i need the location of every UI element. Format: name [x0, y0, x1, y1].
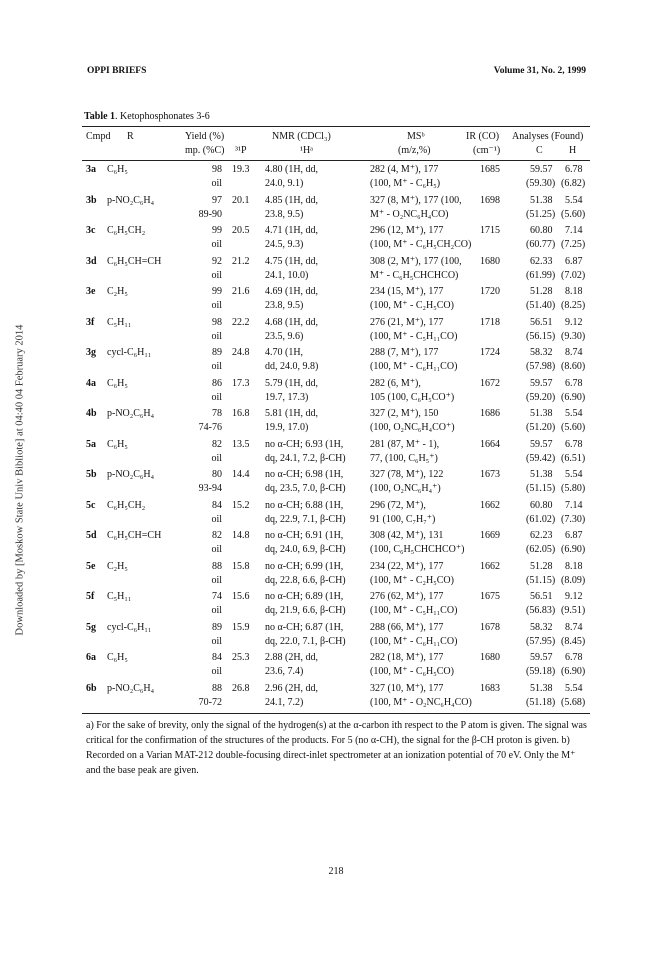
cell-h-found: (8.25) [561, 300, 586, 311]
cell-31p: 26.8 [232, 682, 250, 694]
table-footnote: a) For the sake of brevity, only the signal of the hydrogen(s) at the α-carbon ith respect to the P atom is given. The signal was critical for the confirmation of the structures of the products. For 5 (no α-CH), the signal for the β-CH proton is given. b) Recorded on a Varian MAT-212 double-focusing direct-inlet spectrometer at an ionization potential of 70 eV. Only the M⁺ and the base peak are given. [86, 720, 587, 776]
cell-nmr-line2: 19.7, 17.3) [265, 391, 309, 403]
cell-h: 6.78 [565, 438, 583, 450]
cell-h: 8.18 [565, 560, 583, 572]
cell-cmpd: 6b [86, 682, 97, 694]
cell-c-found: (61.02) [526, 513, 556, 525]
page-number: 218 [328, 866, 344, 877]
cell-yield: 98 [212, 316, 222, 328]
cell-ms-line1: 282 (4, M⁺), 177 [370, 164, 439, 175]
cell-c: 62.33 [530, 255, 553, 267]
cell-nmr-line1: 2.88 (2H, dd, [265, 652, 319, 663]
cell-mp: oil [211, 330, 222, 342]
cell-cmpd: 5c [86, 499, 96, 511]
cell-cmpd: 5b [86, 469, 97, 480]
cell-nmr-line1: 5.81 (1H, dd, [265, 408, 319, 419]
cell-mp: 93-94 [198, 483, 222, 494]
cell-yield: 82 [212, 530, 222, 541]
cell-r: C₅H₁₁ [107, 316, 132, 328]
cell-ms-line2: (100, M⁺ - O₂NC₆H₄CO) [370, 696, 472, 708]
cell-31p: 20.5 [232, 225, 250, 236]
cell-h: 8.74 [565, 621, 583, 633]
cell-r: C₆H₅CH=CH [107, 530, 162, 541]
cell-r: p-NO₂C₆H₄ [107, 469, 155, 480]
cell-mp: oil [211, 361, 222, 372]
cell-yield: 98 [212, 164, 222, 175]
cell-mp: oil [211, 666, 222, 677]
cell-c: 59.57 [530, 377, 553, 389]
cell-h-found: (6.90) [561, 666, 586, 677]
cell-nmr-line2: 19.9, 17.0) [265, 422, 309, 433]
cell-cmpd: 3e [86, 286, 96, 297]
cell-ms-line1: 327 (2, M⁺), 150 [370, 408, 439, 419]
cell-nmr-line1: 4.85 (1H, dd, [265, 194, 319, 206]
cell-h: 5.54 [565, 682, 583, 694]
table-bottom-rule [82, 713, 590, 714]
cell-mp: oil [211, 513, 222, 525]
cell-c: 62.23 [530, 530, 553, 541]
cell-h-found: (6.90) [561, 544, 586, 555]
cell-ms-line2: (100, M⁺ - C₆H₁₁CO) [370, 361, 458, 372]
cell-ms-line1: 308 (2, M⁺), 177 (100, [370, 255, 462, 267]
cell-31p: 13.5 [232, 438, 250, 450]
cell-ir: 1715 [480, 225, 500, 236]
cell-c: 59.57 [530, 438, 553, 450]
cell-nmr-line1: 4.75 (1H, dd, [265, 255, 319, 267]
cell-c-found: (51.15) [526, 574, 556, 586]
cell-31p: 22.2 [232, 316, 250, 328]
table-title [84, 111, 210, 122]
cell-ir: 1662 [480, 560, 500, 572]
cell-ir: 1720 [480, 286, 500, 297]
cell-ir: 1685 [480, 164, 500, 175]
header-ms: MSᵇ [407, 131, 425, 142]
cell-nmr-line2: dq, 21.9, 6.6, β-CH) [265, 605, 346, 616]
cell-c: 51.38 [530, 469, 553, 480]
cell-h-found: (5.68) [561, 696, 586, 708]
cell-c-found: (56.15) [526, 330, 556, 342]
cell-c: 56.51 [530, 316, 553, 328]
cell-yield: 82 [212, 438, 222, 450]
download-watermark: Downloaded by [Moskow State Univ Bibliote] at 04:40 04 February 2014 [14, 324, 26, 636]
cell-h-found: (6.82) [561, 178, 586, 189]
cell-31p: 19.3 [232, 164, 250, 175]
cell-ms-line2: 105 (100, C₆H₅CO⁺) [370, 391, 455, 403]
cell-31p: 15.8 [232, 560, 250, 572]
cell-nmr-line2: dq, 22.9, 7.1, β-CH) [265, 513, 346, 525]
cell-yield: 99 [212, 286, 222, 297]
cell-ir: 1664 [480, 438, 500, 450]
cell-31p: 14.8 [232, 530, 250, 541]
cell-c: 58.32 [530, 621, 553, 633]
cell-h: 6.87 [565, 530, 583, 541]
cell-mp: oil [211, 239, 222, 250]
cell-h: 7.14 [565, 225, 583, 236]
cell-yield: 89 [212, 347, 222, 358]
cell-nmr-line2: dq, 22.0, 7.1, β-CH) [265, 635, 346, 647]
cell-ir: 1669 [480, 530, 500, 541]
cell-ms-line1: 296 (72, M⁺), [370, 499, 426, 511]
cell-c: 59.57 [530, 164, 553, 175]
cell-ms-line1: 308 (42, M⁺), 131 [370, 530, 444, 541]
cell-ms-line2: (100, M⁺ - C₅H₁₁CO) [370, 330, 458, 342]
cell-ms-line2: (100, M⁺ - C₆H₅) [370, 178, 441, 189]
cell-nmr-line2: 23.6, 7.4) [265, 666, 304, 677]
cell-ms-line2: M⁺ - O₂NC₆H₄CO) [370, 208, 449, 220]
cell-nmr-line2: dq, 24.1, 7.2, β-CH) [265, 452, 346, 464]
running-header-right: Volume 31, No. 2, 1999 [493, 66, 586, 76]
cell-ir: 1680 [480, 255, 500, 267]
cell-h: 6.87 [565, 255, 583, 267]
cell-r: C₆H₅CH₂ [107, 499, 146, 511]
cell-r: C₆H₅ [107, 652, 128, 663]
cell-cmpd: 3d [86, 255, 97, 267]
cell-c-found: (51.15) [526, 483, 556, 494]
cell-r: p-NO₂C₆H₄ [107, 408, 155, 419]
cell-h: 7.14 [565, 499, 583, 511]
cell-c: 51.38 [530, 408, 553, 419]
cell-r: C₅H₁₁ [107, 591, 132, 602]
cell-yield: 97 [212, 194, 222, 206]
cell-yield: 84 [212, 652, 222, 663]
cell-yield: 92 [212, 255, 222, 267]
cell-nmr-line1: 4.71 (1H, dd, [265, 225, 319, 236]
cell-ms-line1: 276 (62, M⁺), 177 [370, 591, 444, 602]
cell-31p: 24.8 [232, 347, 250, 358]
cell-ms-line1: 288 (7, M⁺), 177 [370, 347, 439, 358]
cell-c: 51.38 [530, 194, 553, 206]
cell-ir: 1673 [480, 469, 500, 480]
cell-cmpd: 4a [86, 377, 96, 389]
cell-ir: 1698 [480, 194, 500, 206]
cell-h: 6.78 [565, 377, 583, 389]
cell-c-found: (59.18) [526, 666, 556, 677]
cell-c: 60.80 [530, 225, 553, 236]
cell-ms-line2: (100, M⁺ - C₆H₅CO) [370, 666, 454, 677]
cell-ms-line2: (100, O₂NC₆H₄⁺) [370, 483, 441, 494]
cell-ms-line2: (100, M⁺ - C₅H₁₁CO) [370, 605, 458, 616]
cell-h-found: (8.45) [561, 635, 586, 647]
cell-cmpd: 5d [86, 530, 97, 541]
cell-ms-line2: (100, C₆H₅CHCHCO⁺) [370, 544, 465, 555]
cell-h-found: (7.30) [561, 513, 586, 525]
cell-r: C₆H₅CH=CH [107, 255, 162, 267]
cell-nmr-line1: no α-CH; 6.91 (1H, [265, 530, 344, 541]
cell-h-found: (9.30) [561, 330, 586, 342]
cell-nmr-line1: no α-CH; 6.89 (1H, [265, 591, 344, 602]
cell-ms-line2: (100, M⁺ - C₆H₁₁CO) [370, 635, 458, 647]
cell-ms-line1: 296 (12, M⁺), 177 [370, 225, 444, 236]
cell-ms-line1: 327 (78, M⁺), 122 [370, 469, 444, 480]
cell-yield: 80 [212, 469, 222, 480]
header-1h: ¹Hᵃ [300, 145, 313, 156]
cell-31p: 25.3 [232, 652, 250, 663]
cell-r: p-NO₂C₆H₄ [107, 682, 155, 694]
cell-c: 51.28 [530, 286, 553, 297]
cell-ir: 1683 [480, 682, 500, 694]
cell-31p: 20.1 [232, 194, 250, 206]
cell-c-found: (51.20) [526, 422, 556, 433]
cell-r: C₂H₅ [107, 286, 128, 297]
cell-ir: 1662 [480, 499, 500, 511]
cell-c-found: (51.25) [526, 208, 556, 220]
cell-c-found: (57.95) [526, 635, 556, 647]
cell-nmr-line2: 24.1, 10.0) [265, 269, 309, 281]
cell-ms-line2: 77, (100, C₆H₅⁺) [370, 452, 438, 464]
cell-c: 51.28 [530, 560, 553, 572]
cell-nmr-line2: 24.5, 9.3) [265, 239, 304, 250]
cell-mp: oil [211, 300, 222, 311]
header-yield: Yield (%) [185, 131, 225, 142]
cell-cmpd: 3c [86, 225, 96, 236]
cell-h-found: (6.51) [561, 452, 586, 464]
cell-h: 8.18 [565, 286, 583, 297]
cell-c-found: (59.42) [526, 452, 556, 464]
cell-nmr-line2: dq, 23.5, 7.0, β-CH) [265, 483, 346, 494]
header-31p: ³¹P [235, 145, 247, 156]
header-mz: (m/z,%) [398, 145, 431, 156]
table-title-label: Table 1 [84, 111, 116, 122]
cell-nmr-line1: 2.96 (2H, dd, [265, 682, 319, 694]
cell-31p: 14.4 [232, 469, 250, 480]
cell-c: 58.32 [530, 347, 553, 358]
cell-yield: 88 [212, 682, 222, 694]
cell-31p: 21.6 [232, 286, 250, 297]
cell-ms-line1: 282 (18, M⁺), 177 [370, 652, 444, 663]
cell-ms-line1: 282 (6, M⁺), [370, 377, 421, 389]
cell-cmpd: 4b [86, 408, 97, 419]
cell-c-found: (59.30) [526, 178, 556, 189]
cell-31p: 16.8 [232, 408, 250, 419]
cell-yield: 78 [212, 408, 222, 419]
cell-h-found: (5.80) [561, 483, 586, 494]
cell-r: C₂H₅ [107, 560, 128, 572]
cell-ir: 1678 [480, 621, 500, 633]
cell-ir: 1680 [480, 652, 500, 663]
header-cm: (cm⁻¹) [473, 145, 501, 156]
cell-yield: 99 [212, 225, 222, 236]
cell-cmpd: 5f [86, 591, 95, 602]
cell-nmr-line1: 4.68 (1H, dd, [265, 316, 319, 328]
cell-nmr-line1: 4.69 (1H, dd, [265, 286, 319, 297]
cell-31p: 17.3 [232, 377, 250, 389]
cell-yield: 86 [212, 377, 222, 389]
cell-c-found: (51.40) [526, 300, 556, 311]
cell-ms-line1: 327 (10, M⁺), 177 [370, 682, 444, 694]
cell-c-found: (51.18) [526, 696, 556, 708]
cell-mp: oil [211, 391, 222, 403]
header-ir: IR (CO) [466, 131, 500, 142]
cell-cmpd: 3g [86, 347, 96, 358]
cell-ir: 1724 [480, 347, 500, 358]
cell-h: 8.74 [565, 347, 583, 358]
cell-nmr-line1: no α-CH; 6.93 (1H, [265, 438, 344, 450]
header-r: R [127, 131, 134, 142]
cell-31p: 15.2 [232, 499, 250, 511]
cell-h-found: (7.02) [561, 269, 586, 281]
cell-h: 6.78 [565, 164, 583, 175]
cell-nmr-line1: 5.79 (1H, dd, [265, 377, 319, 389]
cell-ms-line2: M⁺ - C₆H₅CHCHCO) [370, 269, 459, 281]
cell-ms-line1: 234 (15, M⁺), 177 [370, 286, 444, 297]
header-c: C [536, 145, 543, 156]
cell-c: 60.80 [530, 499, 553, 511]
cell-cmpd: 3a [86, 164, 96, 175]
cell-nmr-line2: 23.5, 9.6) [265, 330, 304, 342]
cell-cmpd: 3b [86, 194, 97, 206]
cell-ms-line2: (100, M⁺ - C₂H₅CO) [370, 574, 454, 586]
cell-r: cycl-C₆H₁₁ [107, 621, 152, 633]
cell-nmr-line1: 4.70 (1H, [265, 347, 304, 358]
cell-yield: 88 [212, 560, 222, 572]
cell-ms-line1: 276 (21, M⁺), 177 [370, 316, 444, 328]
header-cmpd: Cmpd [86, 131, 111, 142]
header-nmr: NMR (CDCl₃) [272, 131, 331, 142]
cell-nmr-line1: no α-CH; 6.99 (1H, [265, 560, 344, 572]
cell-ir: 1686 [480, 408, 500, 419]
cell-ms-line2: (100, M⁺ - C₆H₅CH₂CO) [370, 239, 472, 250]
cell-nmr-line2: 23.8, 9.5) [265, 300, 304, 311]
cell-nmr-line1: no α-CH; 6.98 (1H, [265, 469, 344, 480]
cell-ir: 1675 [480, 591, 500, 602]
cell-cmpd: 5g [86, 621, 96, 633]
cell-nmr-line2: dq, 22.8, 6.6, β-CH) [265, 574, 346, 586]
cell-r: cycl-C₆H₁₁ [107, 347, 152, 358]
cell-c: 59.57 [530, 652, 553, 663]
cell-cmpd: 5a [86, 438, 96, 450]
cell-r: p-NO₂C₆H₄ [107, 194, 155, 206]
cell-ms-line2: (100, O₂NC₆H₄CO⁺) [370, 422, 455, 433]
cell-r: C₆H₅ [107, 164, 128, 175]
cell-c: 56.51 [530, 591, 553, 602]
cell-mp: oil [211, 452, 222, 464]
cell-h-found: (6.90) [561, 391, 586, 403]
cell-nmr-line2: 23.8, 9.5) [265, 208, 304, 220]
cell-ir: 1672 [480, 377, 500, 389]
cell-nmr-line2: 24.0, 9.1) [265, 178, 304, 189]
cell-mp: 74-76 [198, 422, 222, 433]
cell-ms-line1: 327 (8, M⁺), 177 (100, [370, 194, 462, 206]
table-header-rule [82, 160, 590, 161]
cell-mp: 70-72 [198, 696, 222, 708]
table-title-text: . Ketophosphonates 3-6 [115, 111, 210, 122]
running-header-left: OPPI BRIEFS [87, 66, 147, 76]
cell-h: 5.54 [565, 408, 583, 419]
cell-h-found: (8.09) [561, 574, 586, 586]
cell-mp: 89-90 [198, 208, 222, 220]
cell-cmpd: 3f [86, 316, 95, 328]
cell-c-found: (60.77) [526, 239, 556, 250]
header-h: H [569, 145, 577, 156]
cell-ms-line2: 91 (100, C₇H₇⁺) [370, 513, 436, 525]
cell-c-found: (61.99) [526, 269, 556, 281]
cell-h-found: (8.60) [561, 361, 586, 372]
cell-ms-line1: 288 (66, M⁺), 177 [370, 621, 444, 633]
cell-nmr-line1: 4.80 (1H, dd, [265, 164, 319, 175]
cell-h-found: (7.25) [561, 239, 586, 250]
cell-c-found: (62.05) [526, 544, 556, 555]
cell-c: 51.38 [530, 682, 553, 694]
cell-yield: 74 [212, 591, 222, 602]
cell-ms-line2: (100, M⁺ - C₂H₅CO) [370, 300, 454, 311]
cell-nmr-line2: 24.1, 7.2) [265, 696, 304, 708]
cell-h: 9.12 [565, 316, 583, 328]
cell-nmr-line2: dd, 24.0, 9.8) [265, 361, 319, 372]
cell-r: C₆H₅CH₂ [107, 225, 146, 236]
cell-yield: 84 [212, 499, 222, 511]
table-top-rule [82, 126, 590, 127]
cell-31p: 21.2 [232, 255, 250, 267]
cell-yield: 89 [212, 621, 222, 633]
cell-mp: oil [211, 544, 222, 555]
cell-mp: oil [211, 574, 222, 586]
cell-cmpd: 5e [86, 560, 96, 572]
cell-cmpd: 6a [86, 652, 96, 663]
cell-mp: oil [211, 605, 222, 616]
cell-mp: oil [211, 635, 222, 647]
cell-nmr-line1: no α-CH; 6.88 (1H, [265, 499, 344, 511]
cell-31p: 15.6 [232, 591, 250, 602]
cell-r: C₆H₅ [107, 377, 128, 389]
cell-h-found: (5.60) [561, 422, 586, 433]
cell-h-found: (9.51) [561, 605, 586, 616]
header-analyses: Analyses (Found) [512, 131, 584, 142]
cell-h-found: (5.60) [561, 208, 586, 220]
cell-r: C₆H₅ [107, 438, 128, 450]
cell-h: 5.54 [565, 469, 583, 480]
cell-mp: oil [211, 178, 222, 189]
cell-ir: 1718 [480, 316, 500, 328]
cell-h: 5.54 [565, 194, 583, 206]
cell-31p: 15.9 [232, 621, 250, 633]
cell-ms-line1: 234 (22, M⁺), 177 [370, 560, 444, 572]
cell-nmr-line1: no α-CH; 6.87 (1H, [265, 621, 344, 633]
cell-h: 9.12 [565, 591, 583, 602]
cell-mp: oil [211, 269, 222, 281]
cell-c-found: (57.98) [526, 361, 556, 372]
cell-ms-line1: 281 (87, M⁺ - 1), [370, 438, 440, 450]
header-mp: mp. (%C) [185, 145, 225, 156]
cell-c-found: (59.20) [526, 391, 556, 403]
cell-c-found: (56.83) [526, 605, 556, 616]
cell-nmr-line2: dq, 24.0, 6.9, β-CH) [265, 544, 346, 555]
cell-h: 6.78 [565, 652, 583, 663]
